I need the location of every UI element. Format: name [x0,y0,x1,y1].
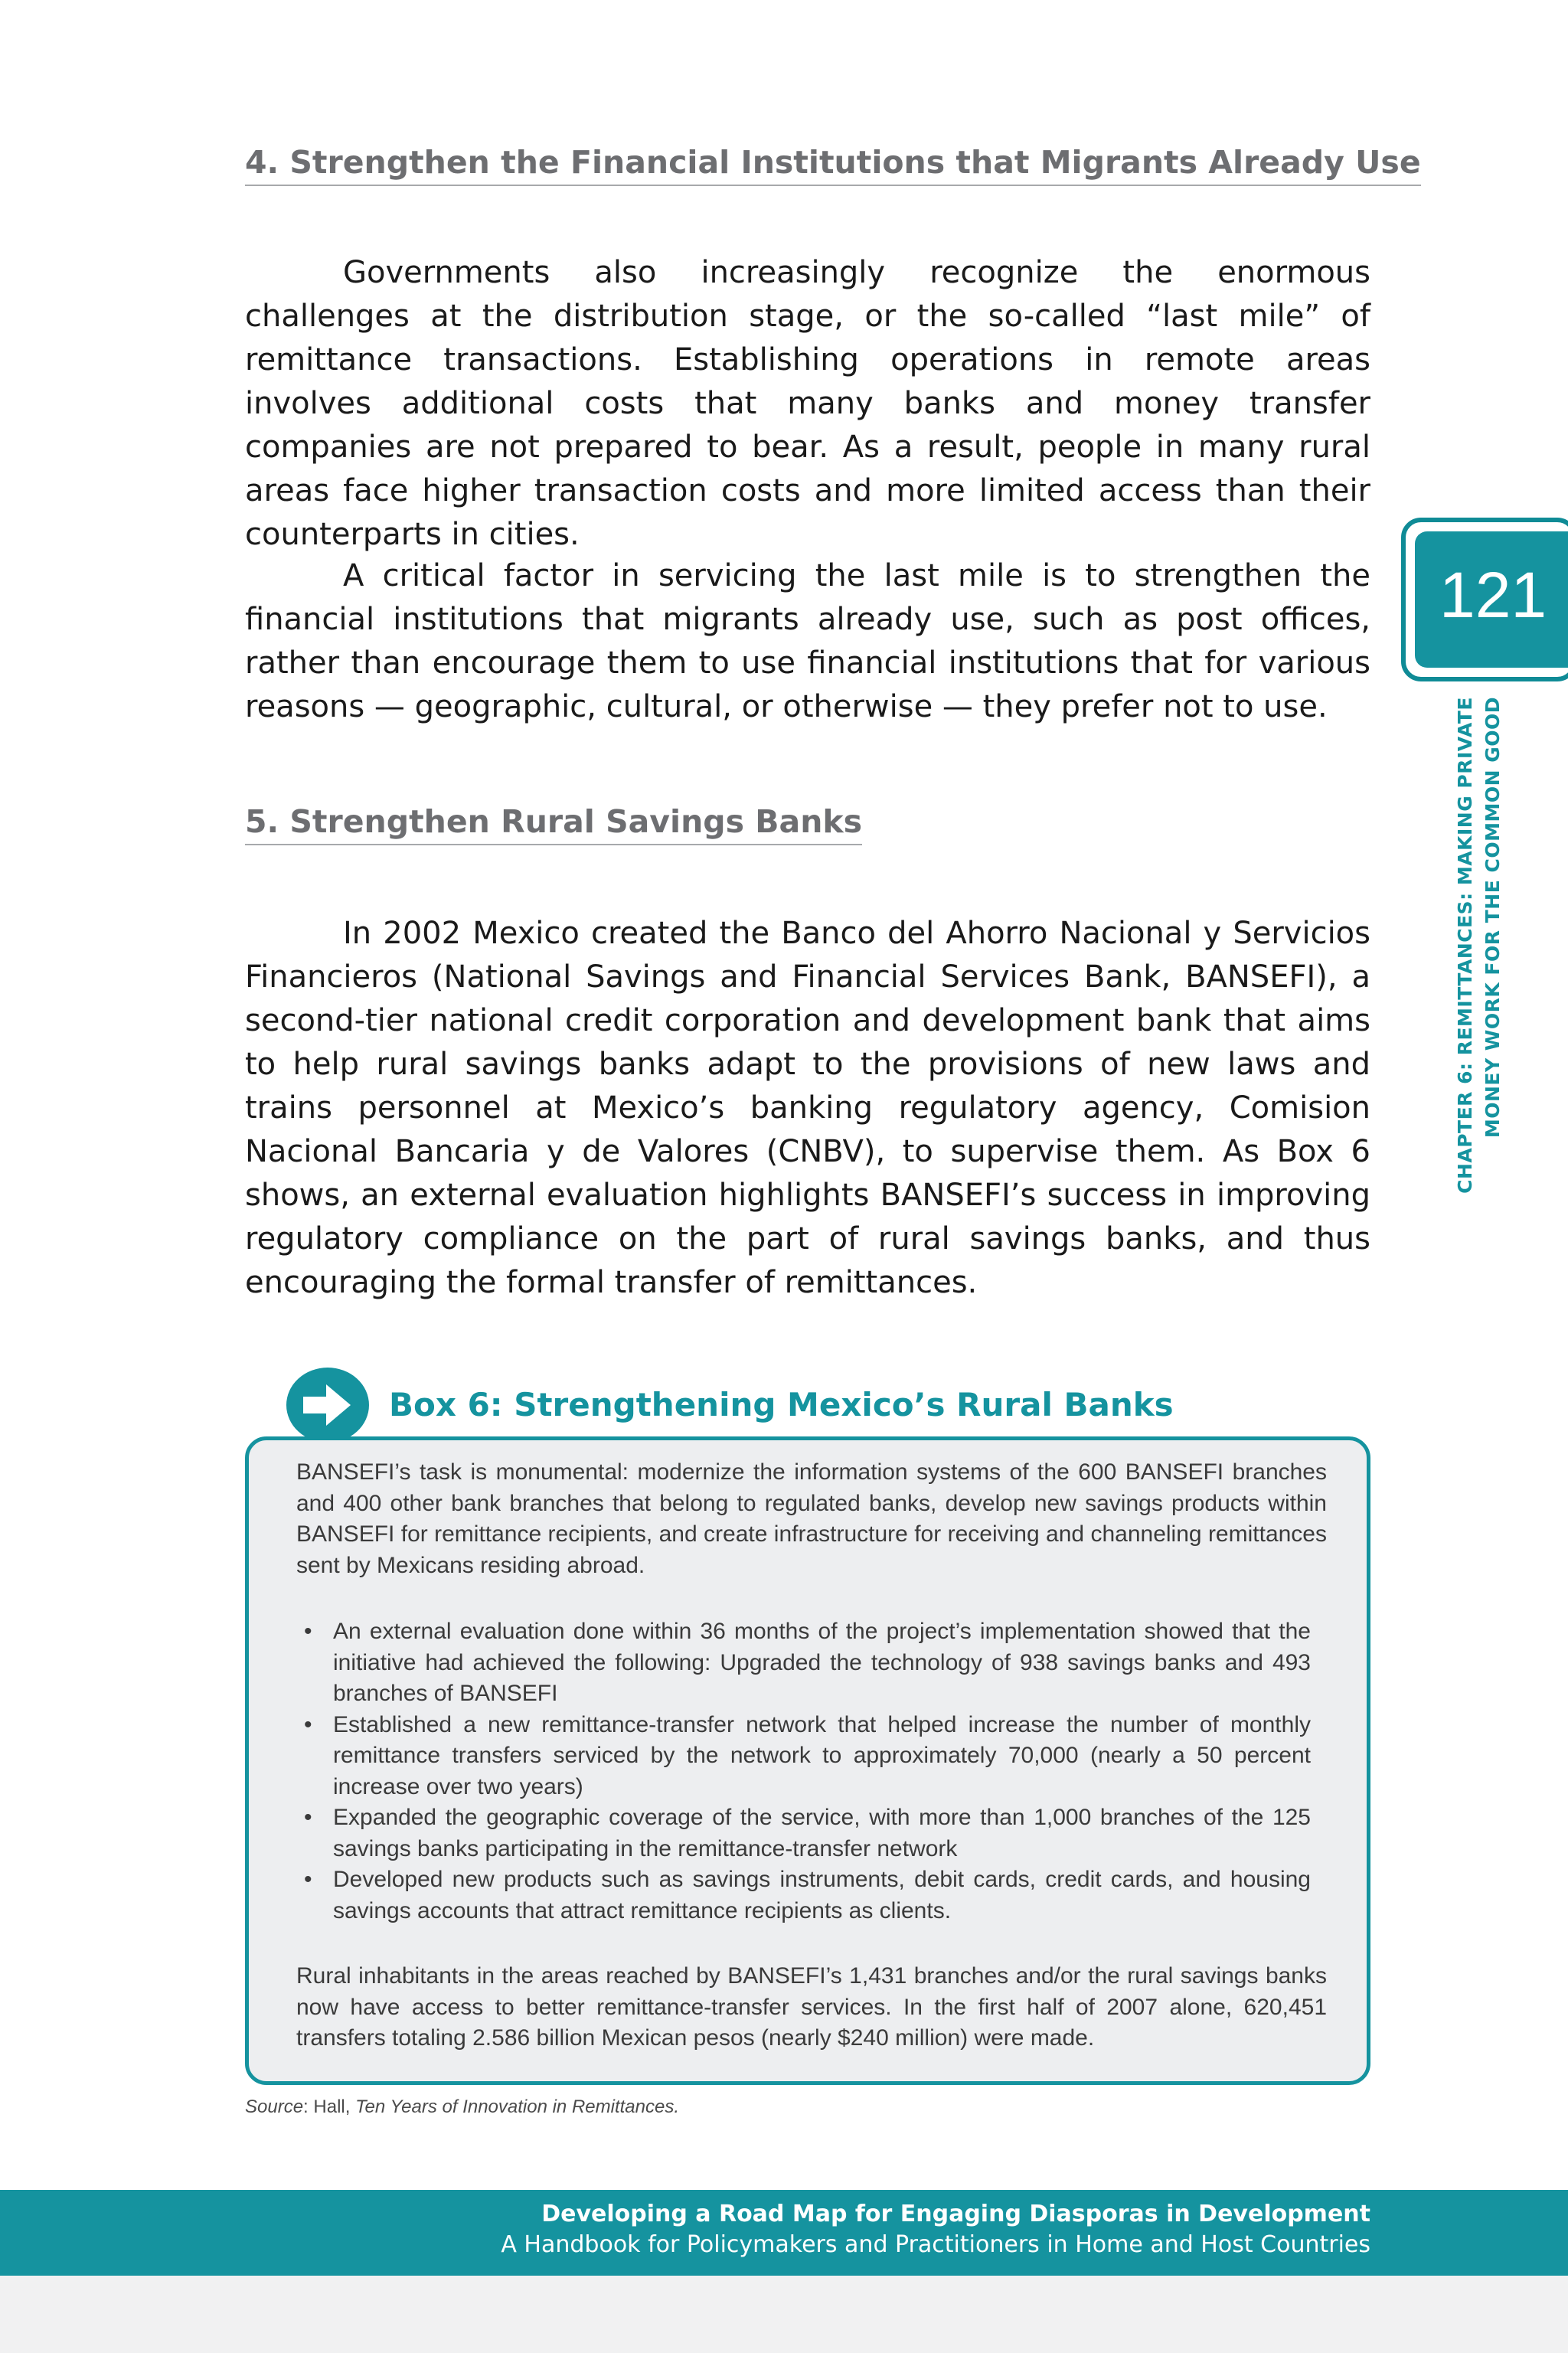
bullet-icon: • [304,1619,312,1644]
arrow-right-icon [283,1364,372,1446]
section-5-paragraph-1: In 2002 Mexico created the Banco del Ahorro Nacional y Servicios Financieros (National Savings and Financial Services Bank, BANSEFI), a second-tier national credit corporation and development bank that aims to help rural savings banks adapt to the provisions of new laws and trains personnel at Mexico’s banking regulatory agency, Comision Nacional Bancaria y de Valores (CNBV), to supervise them. As Box 6 shows, an external evaluation highlights BANSEFI’s success in improving regulatory compliance on the part of rural savings banks, and thus encouraging the formal transfer of remittances. [245,916,1370,1300]
bullet-icon: • [304,1867,312,1892]
chapter-sidebar-line-1: CHAPTER 6: REMITTANCES: MAKING PRIVATE [1454,697,1476,1194]
bullet-icon: • [304,1711,312,1737]
footer-band [0,2190,1568,2276]
source-citation [245,2096,679,2118]
section-4-paragraph-1: Governments also increasingly recognize the enormous challenges at the distribution stage, or the so-called “last mile” of remittance transactions. Establishing operations in remote areas involves additional costs that many banks and money transfer companies are not prepared to bear. As a result, people in many rural areas face higher transaction costs and more limited access than their counterparts in cities. [245,255,1370,552]
box-6-intro: BANSEFI’s task is monumental: modernize the information systems of the 600 BANSEFI branches and 400 other bank branches that belong to regulated banks, develop new savings products within BANSEFI for remittance recipients, and create infrastructure for receiving and channeling remittances sent by Mexicans residing abroad. [296,1459,1327,1578]
source-label: Source [245,2096,304,2117]
section-4-heading: 4. Strengthen the Financial Institutions that Migrants Already Use [245,142,1421,186]
chapter-sidebar [1452,697,1507,1217]
source-separator: : Hall, [303,2096,356,2117]
section-4-paragraph-2: A critical factor in servicing the last mile is to strengthen the financial institutions that migrants already use, such as post offices, rather than encourage them to use financial institutions that for various reasons — geographic, cultural, or otherwise — they prefer not to use. [245,558,1370,724]
list-item [296,1864,1311,1927]
list-item-text: An external evaluation done within 36 months of the project’s implementation showed that the initiative had achieved the following: Upgraded the technology of 938 savings banks and 493 branches of BANSEFI [333,1619,1311,1706]
list-item [296,1802,1311,1864]
list-item-text: Expanded the geographic coverage of the service, with more than 1,000 branches of the 125 savings banks participating in the remittance-transfer network [333,1805,1311,1861]
chapter-sidebar-line-2: MONEY WORK FOR THE COMMON GOOD [1481,697,1504,1139]
footer-title: Developing a Road Map for Engaging Diasporas in Development [541,2201,1370,2227]
box-6-outro: Rural inhabitants in the areas reached by BANSEFI’s 1,431 branches and/or the rural savings banks now have access to better remittance-transfer services. In the first half of 2007 alone, 620,451 transfers totaling 2.586 billion Mexican pesos (nearly $240 million) were made. [296,1963,1327,2051]
list-item [296,1710,1311,1803]
box-6-title: Box 6: Strengthening Mexico’s Rural Banks [389,1386,1174,1423]
footer-subtitle: A Handbook for Policymakers and Practitioners in Home and Host Countries [501,2231,1370,2258]
box-6-bullet-list [296,1616,1311,1927]
list-item-text: Developed new products such as savings instruments, debit cards, credit cards, and housing savings accounts that attract remittance recipients as clients. [333,1867,1311,1923]
bullet-icon: • [304,1805,312,1830]
page-bottom-margin [0,2276,1568,2353]
page-number-tab [1401,518,1568,681]
section-5-heading: 5. Strengthen Rural Savings Banks [245,801,862,845]
list-item-text: Established a new remittance-transfer network that helped increase the number of monthly remittance transfers serviced by the network to approximately 70,000 (nearly a 50 percent increase over two years) [333,1711,1311,1799]
page-number: 121 [1415,531,1568,668]
source-title: Ten Years of Innovation in Remittances. [355,2096,679,2117]
box-6-panel [245,1436,1370,2085]
list-item [296,1616,1311,1710]
